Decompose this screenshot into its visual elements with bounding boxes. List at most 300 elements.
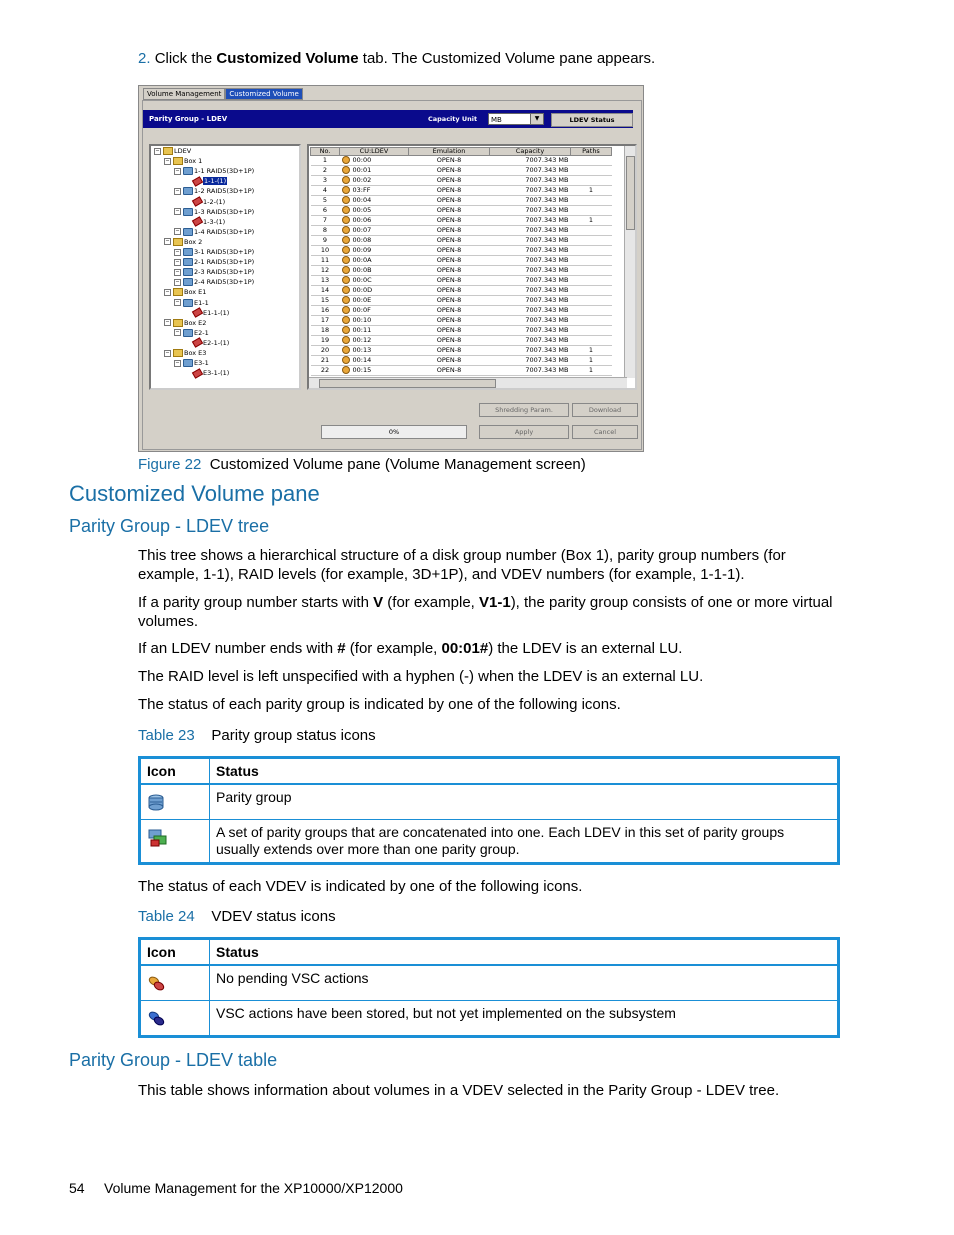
table-cell bbox=[340, 186, 409, 196]
tree-node[interactable] bbox=[164, 157, 202, 166]
table-cell: 7007.343 MB bbox=[490, 286, 571, 296]
table-row[interactable] bbox=[311, 206, 612, 216]
table-cell: 19 bbox=[311, 336, 340, 346]
pane-title: Parity Group - LDEV bbox=[149, 115, 228, 123]
table-row[interactable] bbox=[311, 336, 612, 346]
ldev-id: 00:0F bbox=[352, 306, 371, 314]
expander-icon[interactable]: − bbox=[155, 147, 160, 154]
p2-e: ), the parity group consists of one or more virtual volumes. bbox=[138, 594, 833, 630]
table-cell bbox=[571, 286, 612, 296]
paragraph-5: The status of each parity group is indicated by one of the following icons. bbox=[138, 696, 621, 713]
table-cell: 4 bbox=[311, 186, 340, 196]
expander-icon[interactable]: − bbox=[175, 258, 180, 265]
tree-node-label: 2-4 RAID5(3D+1P) bbox=[194, 278, 255, 287]
table-cell bbox=[340, 246, 409, 256]
folder-icon bbox=[163, 147, 173, 155]
table-24 bbox=[138, 937, 840, 1038]
table-row[interactable] bbox=[311, 286, 612, 296]
ldev-id: 00:0C bbox=[352, 276, 372, 284]
ldev-icon bbox=[342, 356, 350, 364]
table-cell: 7007.343 MB bbox=[490, 306, 571, 316]
table-cell: OPEN-8 bbox=[409, 336, 490, 346]
ldev-icon bbox=[342, 276, 350, 284]
tree-node[interactable] bbox=[174, 278, 254, 287]
ldev-icon bbox=[342, 196, 350, 204]
vdev-icon bbox=[192, 307, 203, 318]
table-cell: 7007.343 MB bbox=[490, 186, 571, 196]
table-cell: OPEN-8 bbox=[409, 356, 490, 366]
ldev-id: 00:0A bbox=[352, 256, 372, 264]
tree-node-label: Box E2 bbox=[184, 318, 207, 327]
table-24-title: VDEV status icons bbox=[211, 908, 336, 925]
vdev-icon bbox=[192, 176, 203, 187]
progress-bar: 0% bbox=[321, 425, 467, 439]
tree-node[interactable] bbox=[164, 319, 206, 328]
table-cell bbox=[340, 176, 409, 186]
parity-group-icon bbox=[147, 793, 165, 811]
parity-group-icon bbox=[183, 187, 193, 195]
tree-node[interactable] bbox=[174, 248, 254, 257]
table-cell: 1 bbox=[311, 156, 340, 166]
table-cell: 7007.343 MB bbox=[490, 206, 571, 216]
tree-node[interactable] bbox=[174, 228, 254, 237]
table-cell: 7007.343 MB bbox=[490, 176, 571, 186]
tree-node[interactable] bbox=[184, 218, 225, 227]
table-cell bbox=[340, 206, 409, 216]
table-cell: 7007.343 MB bbox=[490, 226, 571, 236]
expander-icon[interactable]: − bbox=[165, 157, 170, 164]
table-cell bbox=[571, 266, 612, 276]
table-cell bbox=[571, 336, 612, 346]
customized-volume-screenshot bbox=[138, 85, 644, 452]
table-row[interactable] bbox=[311, 256, 612, 266]
table-cell: 22 bbox=[311, 366, 340, 376]
table-cell: 18 bbox=[311, 326, 340, 336]
table-row[interactable] bbox=[311, 366, 612, 376]
table-24-caption bbox=[138, 908, 336, 925]
table-cell: OPEN-8 bbox=[409, 196, 490, 206]
concatenated-parity-group-icon bbox=[147, 828, 167, 848]
figure-text: Customized Volume pane (Volume Management screen) bbox=[209, 456, 586, 473]
table-cell bbox=[571, 326, 612, 336]
tree-node[interactable] bbox=[164, 349, 206, 358]
tree-node[interactable] bbox=[174, 329, 209, 338]
ldev-icon bbox=[342, 156, 350, 164]
parity-group-ldev-tree[interactable] bbox=[149, 144, 301, 390]
table-row[interactable] bbox=[311, 216, 612, 226]
col-culdev[interactable]: CU:LDEV bbox=[340, 148, 409, 156]
parity-group-icon bbox=[183, 167, 193, 175]
p3-e: ) the LDEV is an external LU. bbox=[488, 640, 683, 657]
ldev-id: 00:04 bbox=[352, 196, 372, 204]
ldev-id: 00:05 bbox=[352, 206, 372, 214]
table-cell: 10 bbox=[311, 246, 340, 256]
table-cell bbox=[340, 266, 409, 276]
table-row[interactable] bbox=[311, 246, 612, 256]
col-no[interactable]: No. bbox=[311, 148, 340, 156]
capacity-unit-select[interactable] bbox=[488, 113, 544, 125]
ldev-id: 00:09 bbox=[352, 246, 372, 254]
folder-icon bbox=[173, 157, 183, 165]
folder-icon bbox=[173, 238, 183, 246]
paragraph-6: The status of each VDEV is indicated by one of the following icons. bbox=[138, 878, 583, 895]
tree-node-label: E1-1 bbox=[194, 298, 209, 307]
paragraph-4: The RAID level is left unspecified with a hyphen (-) when the LDEV is an external LU. bbox=[138, 668, 704, 685]
tree-node[interactable] bbox=[184, 339, 229, 348]
table-cell: 7007.343 MB bbox=[490, 296, 571, 306]
tree-node-label: 1-2 RAID5(3D+1P) bbox=[194, 187, 255, 196]
section-title: Customized Volume pane bbox=[69, 481, 320, 506]
ldev-id: 03:FF bbox=[352, 186, 371, 194]
table-cell: 1 bbox=[571, 186, 612, 196]
table-cell: 20 bbox=[311, 346, 340, 356]
tree-node-label: 1-2-(1) bbox=[203, 197, 226, 206]
expander-icon[interactable]: − bbox=[165, 349, 170, 356]
tree-node[interactable] bbox=[174, 359, 209, 368]
tree-node[interactable] bbox=[164, 288, 206, 297]
tree-node[interactable] bbox=[184, 177, 227, 186]
table-cell: OPEN-8 bbox=[409, 286, 490, 296]
table-cell: 3 bbox=[311, 176, 340, 186]
table-cell: OPEN-8 bbox=[409, 276, 490, 286]
table-cell: OPEN-8 bbox=[409, 366, 490, 376]
expander-icon[interactable]: − bbox=[175, 268, 180, 275]
tree-node-label: 2-1 RAID5(3D+1P) bbox=[194, 258, 255, 267]
table-cell: 7 bbox=[311, 216, 340, 226]
ldev-icon bbox=[342, 206, 350, 214]
tree-node[interactable] bbox=[174, 299, 209, 308]
ldev-id: 00:10 bbox=[352, 316, 372, 324]
table-row[interactable] bbox=[311, 356, 612, 366]
ldev-icon bbox=[342, 216, 350, 224]
tree-node[interactable] bbox=[184, 309, 229, 318]
ldev-icon bbox=[342, 246, 350, 254]
ldev-id: 00:06 bbox=[352, 216, 372, 224]
table-cell: 7007.343 MB bbox=[490, 236, 571, 246]
table-cell: 7007.343 MB bbox=[490, 356, 571, 366]
table-cell: 7007.343 MB bbox=[490, 216, 571, 226]
tree-node-label: 1-4 RAID5(3D+1P) bbox=[194, 227, 255, 236]
expander-icon[interactable]: − bbox=[165, 288, 170, 295]
table-cell: 7007.343 MB bbox=[490, 156, 571, 166]
table-cell bbox=[571, 176, 612, 186]
tree-node[interactable] bbox=[174, 167, 254, 176]
table-23-title: Parity group status icons bbox=[211, 727, 376, 744]
table-cell: 1 bbox=[571, 216, 612, 226]
parity-group-icon bbox=[183, 268, 193, 276]
table-cell bbox=[571, 296, 612, 306]
table-cell: 7007.343 MB bbox=[490, 166, 571, 176]
table-row[interactable] bbox=[311, 276, 612, 286]
table-cell bbox=[571, 236, 612, 246]
table-cell: 5 bbox=[311, 196, 340, 206]
paragraph-7: This table shows information about volumes in a VDEV selected in the Parity Group - LDEV tree. bbox=[138, 1082, 780, 1099]
tab-customized-volume[interactable]: Customized Volume bbox=[225, 88, 302, 100]
table-23-header-status: Status bbox=[210, 759, 838, 784]
parity-group-icon bbox=[183, 248, 193, 256]
table-row[interactable] bbox=[311, 296, 612, 306]
expander-icon[interactable]: − bbox=[175, 299, 180, 305]
table-cell: 7007.343 MB bbox=[490, 336, 571, 346]
step-2 bbox=[138, 50, 655, 67]
ldev-icon bbox=[342, 186, 350, 194]
ldev-icon bbox=[342, 326, 350, 334]
table-cell: 7007.343 MB bbox=[490, 346, 571, 356]
page-number: 54 bbox=[69, 1180, 85, 1196]
tree-node[interactable] bbox=[184, 369, 229, 378]
tree-node[interactable] bbox=[174, 258, 254, 267]
ldev-id: 00:02 bbox=[352, 176, 372, 184]
expander-icon[interactable]: − bbox=[175, 167, 180, 174]
scroll-thumb-h[interactable] bbox=[319, 379, 496, 388]
scroll-thumb[interactable] bbox=[626, 156, 635, 230]
folder-icon bbox=[173, 349, 183, 357]
table-cell bbox=[340, 276, 409, 286]
vdev-icon bbox=[192, 338, 203, 349]
p3-b: # bbox=[337, 640, 346, 657]
tree-node[interactable] bbox=[154, 147, 191, 156]
table-cell: 16 bbox=[311, 306, 340, 316]
ldev-icon bbox=[342, 256, 350, 264]
table-cell: OPEN-8 bbox=[409, 236, 490, 246]
table-cell: 12 bbox=[311, 266, 340, 276]
table-24-label: Table 24 bbox=[138, 908, 195, 925]
table-row[interactable] bbox=[311, 226, 612, 236]
folder-icon bbox=[173, 319, 183, 327]
pane-title-bar bbox=[143, 110, 633, 128]
apply-button[interactable]: Apply bbox=[479, 425, 569, 439]
tree-node-label: 1-3-(1) bbox=[203, 217, 226, 226]
tree-node-label: E2-1 bbox=[194, 328, 209, 337]
table-cell: OPEN-8 bbox=[409, 226, 490, 236]
expander-icon[interactable]: − bbox=[175, 329, 180, 336]
parity-group-icon bbox=[183, 208, 193, 216]
table-row[interactable] bbox=[311, 166, 612, 176]
table-cell bbox=[340, 356, 409, 366]
table-cell: 17 bbox=[311, 316, 340, 326]
p2-b: V bbox=[373, 594, 384, 611]
parity-group-icon bbox=[183, 278, 193, 286]
tree-node-label: 1-3 RAID5(3D+1P) bbox=[194, 207, 255, 216]
table-row[interactable] bbox=[311, 176, 612, 186]
table-cell: 7007.343 MB bbox=[490, 256, 571, 266]
col-capacity[interactable]: Capacity bbox=[490, 148, 571, 156]
table-cell bbox=[340, 196, 409, 206]
expander-icon[interactable]: − bbox=[175, 187, 180, 194]
capacity-unit-label: Capacity Unit bbox=[428, 115, 478, 123]
tree-node-label: LDEV bbox=[174, 147, 192, 155]
table-row[interactable] bbox=[311, 196, 612, 206]
ldev-icon bbox=[342, 296, 350, 304]
ldev-icon bbox=[342, 266, 350, 274]
table-cell: 8 bbox=[311, 226, 340, 236]
table-23-row-1: Parity group bbox=[210, 784, 838, 820]
ldev-status-button[interactable]: LDEV Status bbox=[551, 113, 633, 127]
tab-volume-management[interactable]: Volume Management bbox=[143, 88, 225, 100]
table-cell: 9 bbox=[311, 236, 340, 246]
table-row[interactable] bbox=[311, 316, 612, 326]
tree-node[interactable] bbox=[174, 268, 254, 277]
ldev-icon bbox=[342, 236, 350, 244]
ldev-id: 00:14 bbox=[352, 356, 372, 364]
tree-node-label: Box 1 bbox=[184, 157, 203, 166]
horizontal-scrollbar[interactable] bbox=[309, 377, 627, 388]
table-23-header-icon: Icon bbox=[141, 759, 210, 784]
table-cell: 2 bbox=[311, 166, 340, 176]
table-cell: 1 bbox=[571, 346, 612, 356]
table-cell: OPEN-8 bbox=[409, 176, 490, 186]
table-cell: 7007.343 MB bbox=[490, 366, 571, 376]
ldev-icon bbox=[342, 166, 350, 174]
vertical-scrollbar[interactable] bbox=[624, 146, 635, 378]
col-emulation[interactable]: Emulation bbox=[409, 148, 490, 156]
table-row[interactable] bbox=[311, 306, 612, 316]
table-cell bbox=[340, 226, 409, 236]
table-cell bbox=[340, 216, 409, 226]
ldev-icon bbox=[342, 226, 350, 234]
table-cell bbox=[340, 346, 409, 356]
table-cell bbox=[571, 316, 612, 326]
table-row[interactable] bbox=[311, 266, 612, 276]
ldev-icon bbox=[342, 306, 350, 314]
table-cell: OPEN-8 bbox=[409, 256, 490, 266]
ldev-id: 00:15 bbox=[352, 366, 372, 374]
table-cell: 7007.343 MB bbox=[490, 316, 571, 326]
subsection-table-title: Parity Group - LDEV table bbox=[69, 1050, 278, 1070]
table-row[interactable] bbox=[311, 326, 612, 336]
table-24-header-icon: Icon bbox=[141, 940, 210, 965]
table-cell bbox=[571, 206, 612, 216]
ldev-id: 00:01 bbox=[352, 166, 372, 174]
ldev-id: 00:13 bbox=[352, 346, 372, 354]
table-cell: OPEN-8 bbox=[409, 166, 490, 176]
table-cell bbox=[340, 326, 409, 336]
expander-icon[interactable]: − bbox=[165, 319, 170, 326]
table-cell: 7007.343 MB bbox=[490, 196, 571, 206]
p3-d: 00:01# bbox=[441, 640, 489, 657]
expander-icon[interactable]: − bbox=[175, 208, 180, 215]
ldev-icon bbox=[342, 286, 350, 294]
ldev-icon bbox=[342, 366, 350, 374]
figure-label: Figure 22 bbox=[138, 456, 202, 473]
tree-node-label: E3-1-(1) bbox=[203, 369, 230, 378]
expander-icon[interactable]: − bbox=[175, 359, 180, 366]
tree-node[interactable] bbox=[174, 187, 254, 196]
expander-icon[interactable]: − bbox=[175, 228, 180, 235]
table-23-caption bbox=[138, 727, 376, 744]
shredding-param-button[interactable]: Shredding Param. bbox=[479, 403, 569, 417]
p3-c: (for example, bbox=[345, 640, 442, 657]
chevron-down-icon[interactable]: ▼ bbox=[530, 114, 543, 124]
table-cell bbox=[571, 256, 612, 266]
table-cell bbox=[340, 366, 409, 376]
expander-icon[interactable]: − bbox=[175, 248, 180, 255]
table-23 bbox=[138, 756, 840, 865]
ldev-id: 00:11 bbox=[352, 326, 372, 334]
parity-group-icon bbox=[183, 329, 193, 337]
expander-icon[interactable]: − bbox=[175, 278, 180, 285]
p3-a: If an LDEV number ends with bbox=[138, 640, 338, 657]
table-24-row-2: VSC actions have been stored, but not yet implemented on the subsystem bbox=[210, 1001, 838, 1036]
table-cell bbox=[571, 166, 612, 176]
table-cell bbox=[340, 166, 409, 176]
vdev-icon bbox=[192, 216, 203, 227]
ldev-grid bbox=[310, 147, 612, 376]
table-cell bbox=[340, 286, 409, 296]
ldev-icon bbox=[342, 346, 350, 354]
table-23-label: Table 23 bbox=[138, 727, 195, 744]
table-cell: 7007.343 MB bbox=[490, 276, 571, 286]
ldev-icon bbox=[342, 176, 350, 184]
table-cell: OPEN-8 bbox=[409, 306, 490, 316]
table-cell: OPEN-8 bbox=[409, 186, 490, 196]
p2-a: If a parity group number starts with bbox=[138, 594, 374, 611]
subsection-tree-title: Parity Group - LDEV tree bbox=[69, 516, 270, 536]
table-row[interactable] bbox=[311, 236, 612, 246]
download-button[interactable]: Download bbox=[572, 403, 638, 417]
step-post: tab. The Customized Volume pane appears. bbox=[358, 50, 656, 67]
table-cell bbox=[340, 316, 409, 326]
step-number: 2. bbox=[138, 50, 151, 67]
ldev-id: 00:07 bbox=[352, 226, 372, 234]
tree-node[interactable] bbox=[174, 208, 254, 217]
table-row[interactable] bbox=[311, 156, 612, 166]
table-cell: OPEN-8 bbox=[409, 156, 490, 166]
table-24-icon-cell-2 bbox=[141, 1001, 210, 1036]
tree-node-label: E1-1-(1) bbox=[203, 308, 230, 317]
table-cell bbox=[340, 336, 409, 346]
table-cell: OPEN-8 bbox=[409, 206, 490, 216]
capacity-unit-value: MB bbox=[491, 116, 502, 124]
tree-node-label: Box E1 bbox=[184, 288, 207, 297]
page-footer bbox=[69, 1180, 403, 1196]
table-row[interactable] bbox=[311, 186, 612, 196]
expander-icon[interactable]: − bbox=[165, 238, 170, 245]
tree-node-label: Box 2 bbox=[184, 237, 203, 246]
table-cell bbox=[340, 256, 409, 266]
paragraph-1: This tree shows a hierarchical structure of a disk group number (Box 1), parity group numbers (for example, 1-1), RAID levels (for example, 3D+1P), and VDEV numbers (for example, 1-1-1). bbox=[138, 547, 786, 583]
parity-group-icon bbox=[183, 258, 193, 266]
vdev-pending-icon bbox=[147, 1009, 167, 1027]
table-cell: 13 bbox=[311, 276, 340, 286]
table-cell: 11 bbox=[311, 256, 340, 266]
table-cell bbox=[340, 236, 409, 246]
figure-caption bbox=[138, 456, 586, 473]
table-cell: 15 bbox=[311, 296, 340, 306]
cancel-button[interactable]: Cancel bbox=[572, 425, 638, 439]
tree-node[interactable] bbox=[184, 198, 225, 207]
table-cell: OPEN-8 bbox=[409, 246, 490, 256]
tree-node[interactable] bbox=[164, 238, 202, 247]
ldev-icon bbox=[342, 336, 350, 344]
table-cell: 7007.343 MB bbox=[490, 326, 571, 336]
table-23-icon-cell-2 bbox=[141, 820, 210, 863]
p2-c: (for example, bbox=[383, 594, 479, 611]
table-cell: OPEN-8 bbox=[409, 326, 490, 336]
table-23-icon-cell bbox=[141, 784, 210, 820]
ldev-id: 00:08 bbox=[352, 236, 372, 244]
table-24-header-status: Status bbox=[210, 940, 838, 965]
table-cell: 14 bbox=[311, 286, 340, 296]
table-row[interactable] bbox=[311, 346, 612, 356]
p2-d: V1-1 bbox=[479, 594, 511, 611]
vdev-icon bbox=[192, 196, 203, 207]
table-23-row-2: A set of parity groups that are concatenated into one. Each LDEV in this set of parity groups usually extends over more than one parity group. bbox=[210, 820, 838, 863]
vdev-no-pending-icon bbox=[147, 974, 167, 992]
table-cell bbox=[571, 226, 612, 236]
table-cell: OPEN-8 bbox=[409, 296, 490, 306]
col-paths[interactable]: Paths bbox=[571, 148, 612, 156]
